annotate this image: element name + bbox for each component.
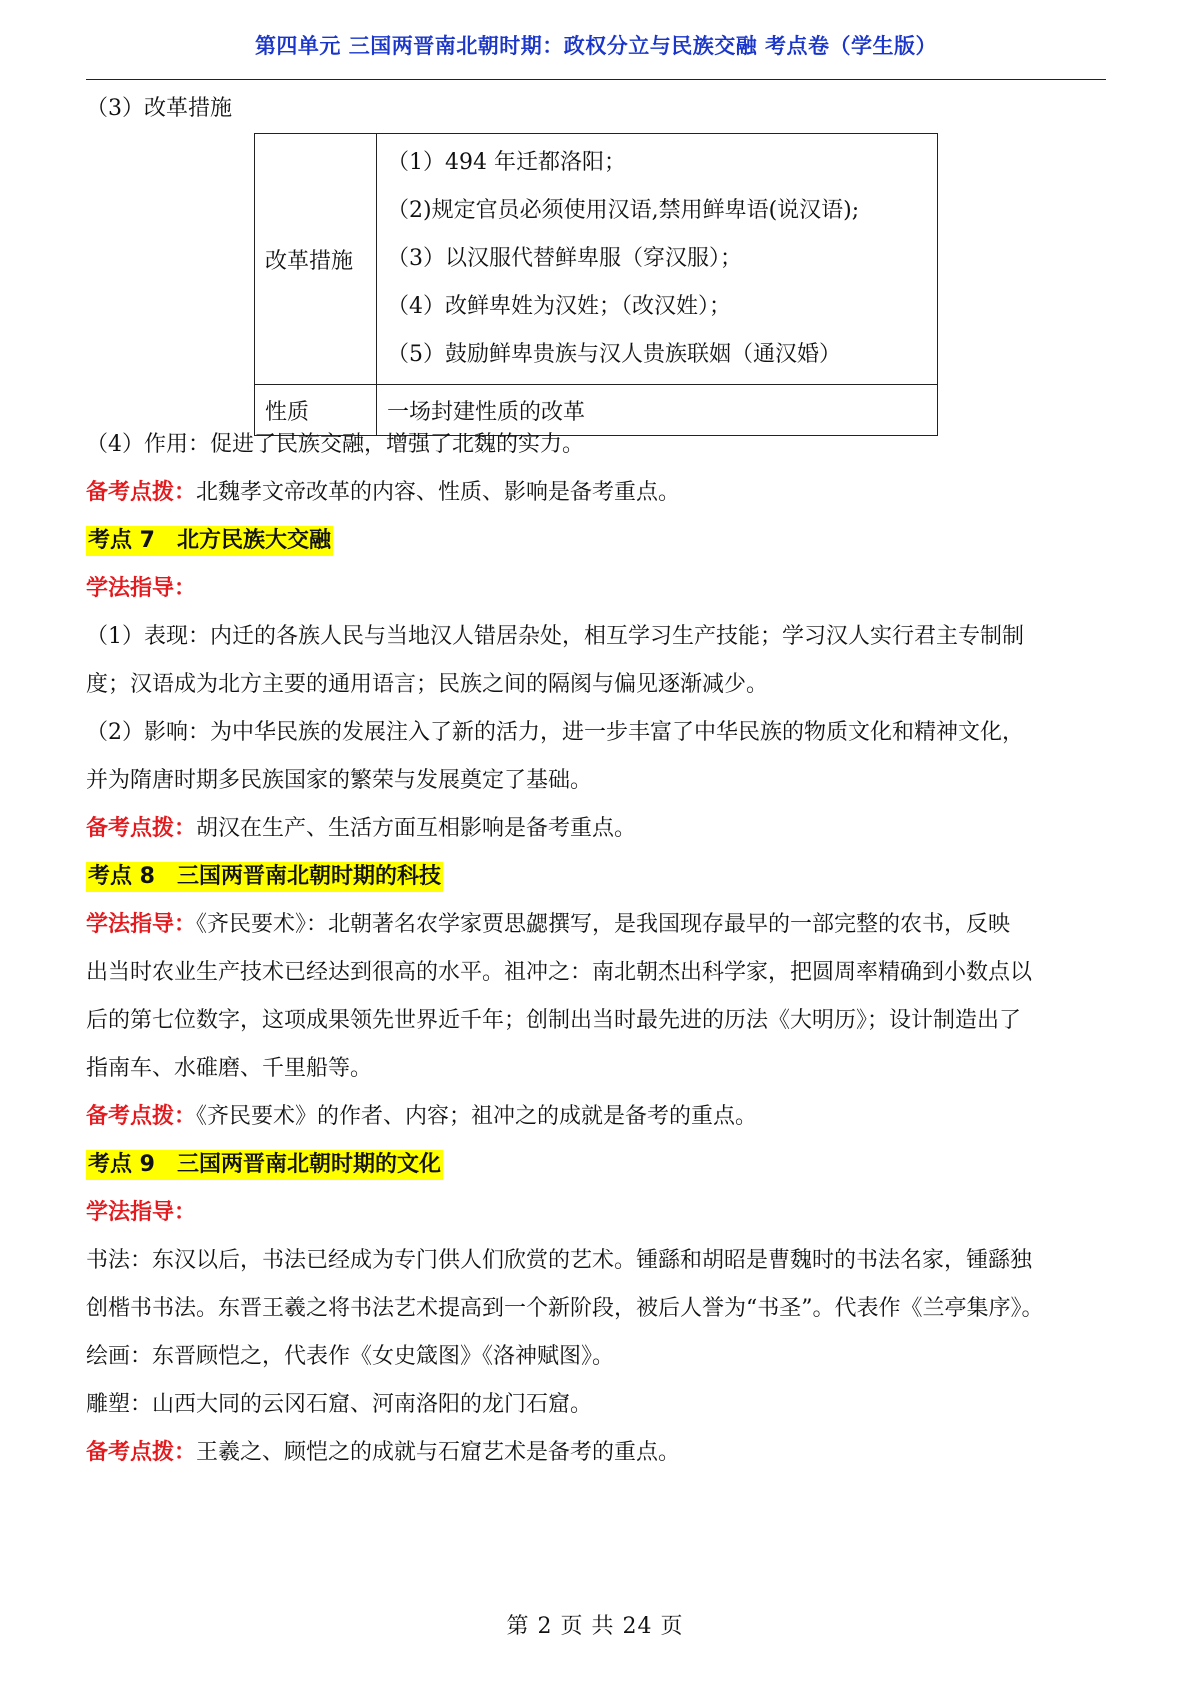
page-number: 第 2 页 共 24 页 xyxy=(506,1614,684,1639)
table-measures-cell xyxy=(377,134,938,385)
kp7-line: （2）影响：为中华民族的发展注入了新的活力，进一步丰富了中华民族的物质文化和精神文化， xyxy=(86,720,1025,745)
kp8-first-line: 《齐民要术》：北朝著名农学家贾思勰撰写，是我国现存最早的一部完整的农书，反映 xyxy=(196,912,1011,937)
tip-line xyxy=(86,478,1106,508)
kp7-heading xyxy=(86,526,1106,556)
tip-text: 《齐民要术》的作者、内容；祖冲之的成就是备考的重点。 xyxy=(196,1104,758,1129)
kp9-heading xyxy=(86,1150,1106,1180)
kp8-guide-line xyxy=(86,910,1106,940)
header-divider xyxy=(86,79,1106,80)
measure-item: （5）鼓励鲜卑贵族与汉人贵族联姻（通汉婚） xyxy=(387,342,841,367)
kp9-line: 雕塑：山西大同的云冈石窟、河南洛阳的龙门石窟。 xyxy=(86,1392,593,1417)
page-header-title: 第四单元 三国两晋南北朝时期：政权分立与民族交融 考点卷（学生版） xyxy=(254,34,938,58)
kp9-guide-label: 学法指导： xyxy=(86,1200,197,1225)
tip-text: 胡汉在生产、生活方面互相影响是备考重点。 xyxy=(196,816,637,841)
kp9-line: 书法：东汉以后，书法已经成为专门供人们欣赏的艺术。锺繇和胡昭是曹魏时的书法名家，锺繇独 xyxy=(86,1248,1033,1273)
tip-label: 备考点拨： xyxy=(86,816,197,841)
measure-item: （3）以汉服代替鲜卑服（穿汉服）； xyxy=(387,246,742,271)
table-row xyxy=(255,134,938,385)
kp7-line: （1）表现：内迁的各族人民与当地汉人错居杂处，相互学习生产技能；学习汉人实行君主专制制 xyxy=(86,624,1025,649)
table-nature-value: 一场封建性质的改革 xyxy=(377,385,938,436)
measure-item: （2)规定官员必须使用汉语,禁用鲜卑语(说汉语); xyxy=(387,198,860,223)
kp7-line: 并为隋唐时期多民族国家的繁荣与发展奠定了基础。 xyxy=(86,768,593,793)
kp8-line: 指南车、水碓磨、千里船等。 xyxy=(86,1056,373,1081)
kp7-line: 度；汉语成为北方主要的通用语言；民族之间的隔阂与偏见逐渐减少。 xyxy=(86,672,769,697)
table-label-nature: 性质 xyxy=(255,385,377,436)
kp7-title: 考点 7 北方民族大交融 xyxy=(86,526,333,556)
tip-label: 备考点拨： xyxy=(86,480,197,505)
table-label-measures: 改革措施 xyxy=(255,134,377,385)
measure-item: （1）494 年迁都洛阳； xyxy=(387,150,626,175)
tip-label: 备考点拨： xyxy=(86,1440,197,1465)
kp9-tip-line xyxy=(86,1438,1106,1468)
kp8-title: 考点 8 三国两晋南北朝时期的科技 xyxy=(86,862,443,892)
measure-item: （4）改鲜卑姓为汉姓；（改汉姓）； xyxy=(387,294,731,319)
table-row xyxy=(255,385,938,436)
kp9-title: 考点 9 三国两晋南北朝时期的文化 xyxy=(86,1150,443,1180)
kp8-tip-line xyxy=(86,1102,1106,1132)
reform-measures-table xyxy=(254,133,938,436)
tip-text: 北魏孝文帝改革的内容、性质、影响是备考重点。 xyxy=(196,480,681,505)
kp9-line: 绘画：东晋顾恺之，代表作《女史箴图》《洛神赋图》。 xyxy=(86,1344,615,1369)
tip-label: 备考点拨： xyxy=(86,1104,197,1129)
guide-label: 学法指导： xyxy=(86,912,197,937)
kp8-line: 出当时农业生产技术已经达到很高的水平。祖冲之：南北朝杰出科学家，把圆周率精确到小数点以 xyxy=(86,960,1033,985)
tip-text: 王羲之、顾恺之的成就与石窟艺术是备考的重点。 xyxy=(196,1440,681,1465)
kp8-heading xyxy=(86,862,1106,892)
section-4-text: （4）作用：促进了民族交融，增强了北魏的实力。 xyxy=(86,432,584,457)
kp9-line: 创楷书书法。东晋王羲之将书法艺术提高到一个新阶段，被后人誉为“书圣”。代表作《兰亭集序》。 xyxy=(86,1296,1044,1321)
kp8-line: 后的第七位数字，这项成果领先世界近千年；创制出当时最先进的历法《大明历》；设计制造出了 xyxy=(86,1008,1022,1033)
kp7-tip-line xyxy=(86,814,1106,844)
section-3-heading: （3）改革措施 xyxy=(86,96,232,121)
kp7-guide-label: 学法指导： xyxy=(86,576,197,601)
